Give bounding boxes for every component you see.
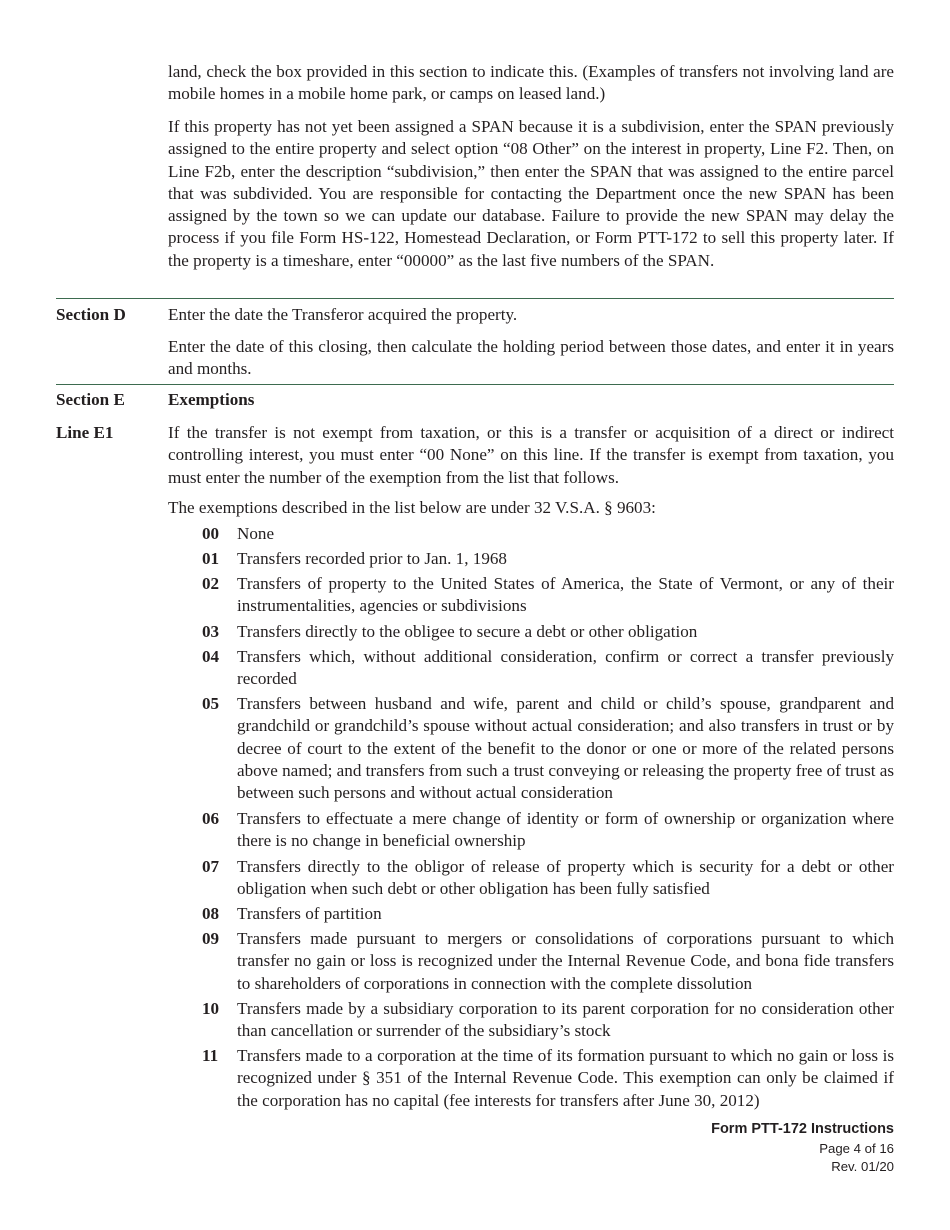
exemption-text: Transfers of partition [237,904,382,923]
section-e-heading: Exemptions [168,390,255,409]
footer-page-number: Page 4 of 16 [819,1141,894,1156]
exemption-text: Transfers made pursuant to mergers or consolidations of corporations pursuant to which transfer no gain or loss is recognized under the Internal Revenue Code, and bona fide transfers to shareholders of corporations in connection with the complete dissolution [237,929,894,993]
exemption-item [168,903,894,925]
exemption-number: 10 [202,999,220,1018]
exemption-item [168,693,894,804]
exemption-item [168,808,894,853]
exemption-item [168,928,894,995]
exemption-number: 02 [202,574,220,593]
exemption-item [168,548,894,570]
section-d-label: Section D [56,305,126,324]
section-d-holding-period-paragraph: Enter the date of this closing, then calculate the holding period between those dates, and enter it in years and months. [168,337,894,379]
exemption-item [168,573,894,618]
footer-revision: Rev. 01/20 [831,1159,894,1174]
section-c-span-paragraph: If this property has not yet been assigned a SPAN because it is a subdivision, enter the SPAN previously assigned to the entire property and select option “08 Other” on the interest in property, Line F2. Then, on Line F2b, enter the description “subdivision,” then enter the SPAN that was assigned to the entire parcel that was subdivided. You are responsible for contacting the Department once the new SPAN has been assigned by the town so we can update our database. Failure to provide the new SPAN may delay the process if you file Form HS-122, Homestead Declaration, or Form PTT-172 to sell this property later. If the property is a timeshare, enter “00000” as the last five numbers of the SPAN. [168,117,894,270]
exemption-number: 07 [202,857,220,876]
exemption-text: Transfers between husband and wife, parent and child or child’s spouse, grandparent and grandchild or grandchild’s spouse without actual consideration; and also transfers in trust or by decree of court to the extent of the benefit to the donor or one or more of the related persons above named; and transfers from such a trust conveying or releasing the property free of trust as between such persons and without actual consideration [237,694,894,803]
exemption-text: None [237,524,275,543]
exemption-text: Transfers of property to the United States of America, the State of Vermont, or any of their instrumentalities, agencies or subdivisions [237,574,894,616]
exemption-item [168,1045,894,1112]
section-divider [56,298,894,299]
exemption-number: 01 [202,549,220,568]
exemption-text: Transfers made to a corporation at the time of its formation pursuant to which no gain or loss is recognized under § 351 of the Internal Revenue Code. This exemption can only be claimed if the corporation has no capital (fee interests for transfers after June 30, 2012) [237,1046,894,1110]
exemption-number: 11 [202,1046,219,1065]
exemption-text: Transfers directly to the obligee to secure a debt or other obligation [237,622,698,641]
exemption-item [168,646,894,691]
exemption-item [168,856,894,901]
exemption-text: Transfers which, without additional consideration, confirm or correct a transfer previously recorded [237,647,894,689]
exemption-item [168,523,894,545]
exemption-number: 05 [202,694,220,713]
exemption-item [168,621,894,643]
exemption-number: 03 [202,622,220,641]
line-e1-paragraph: If the transfer is not exempt from taxation, or this is a transfer or acquisition of a direct or indirect controlling interest, you must enter “00 None” on this line. If the transfer is exempt from taxation, you must enter the number of the exemption from the list that follows. [168,423,894,487]
line-e1-label: Line E1 [56,423,114,442]
exemption-item [168,998,894,1043]
section-divider [56,384,894,385]
exemption-number: 06 [202,809,220,828]
exemption-number: 04 [202,647,220,666]
section-c-continued-paragraph: land, check the box provided in this section to indicate this. (Examples of transfers not involving land are mobile homes in a mobile home park, or camps on leased land.) [168,62,894,104]
exemption-number: 09 [202,929,220,948]
exemption-text: Transfers to effectuate a mere change of identity or form of ownership or organization where there is no change in beneficial ownership [237,809,894,851]
section-d-acquired-date-paragraph: Enter the date the Transferor acquired the property. [168,305,518,324]
exemption-number: 08 [202,904,220,923]
exemptions-list-intro: The exemptions described in the list below are under 32 V.S.A. § 9603: [168,498,656,517]
footer-form-title: Form PTT-172 Instructions [711,1121,894,1137]
exemption-text: Transfers directly to the obligor of release of property which is security for a debt or other obligation when such debt or other obligation has been fully satisfied [237,857,894,899]
exemption-text: Transfers recorded prior to Jan. 1, 1968 [237,549,507,568]
section-e-label: Section E [56,390,125,409]
exemption-number: 00 [202,524,220,543]
exemption-text: Transfers made by a subsidiary corporation to its parent corporation for no consideration other than cancellation or surrender of the subsidiary’s stock [237,999,894,1041]
